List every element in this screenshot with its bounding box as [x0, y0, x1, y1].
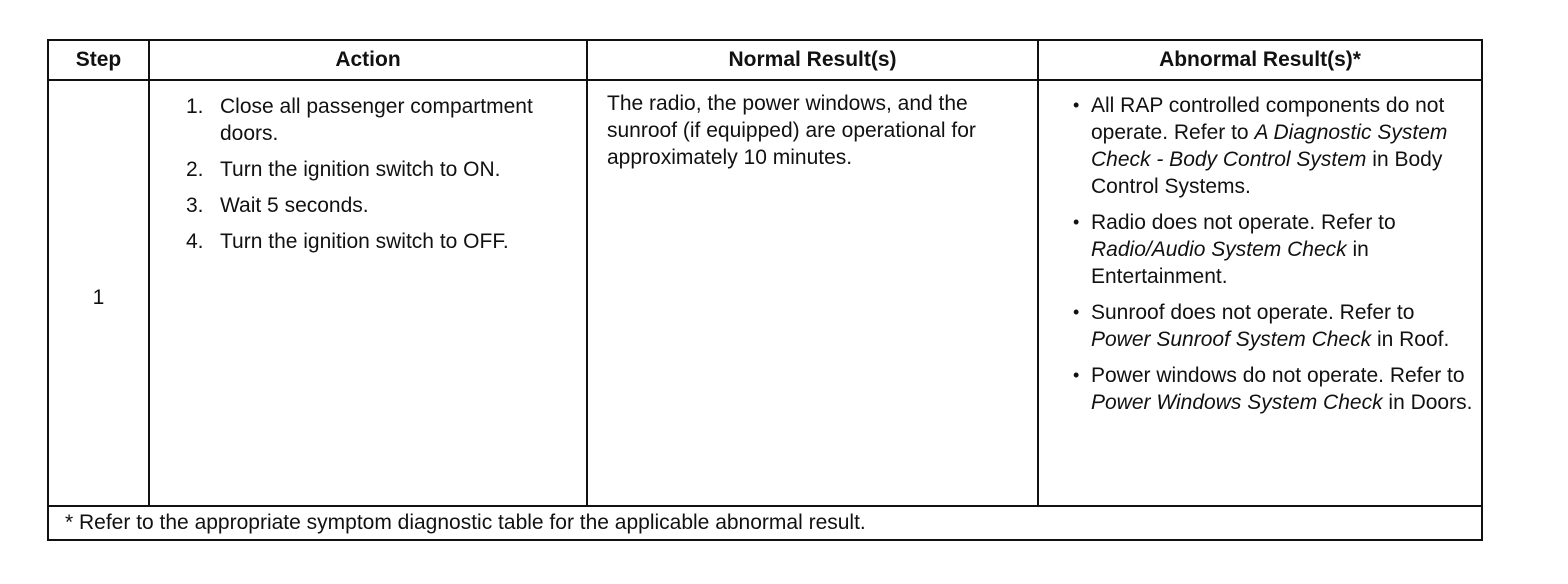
action-text: Wait 5 seconds.	[220, 194, 369, 217]
diagnostic-table	[47, 39, 1483, 541]
bullet-icon: •	[1073, 302, 1080, 322]
bullet-icon: •	[1073, 212, 1080, 232]
action-number: 1.	[186, 95, 204, 118]
action-item	[186, 192, 578, 219]
normal-result-text: The radio, the power windows, and the sunroof (if equipped) are operational for approximately 10 minutes.	[607, 92, 976, 169]
header-abnormal-results: Abnormal Result(s)*	[1159, 48, 1361, 71]
reference-title: A Diagnostic System Check - Body Control System	[1091, 121, 1448, 171]
header-action: Action	[150, 41, 588, 79]
action-cell	[150, 81, 588, 505]
abnormal-text-lead: All RAP controlled components do not operate. Refer to	[1091, 94, 1445, 144]
bullet-icon: •	[1073, 95, 1080, 115]
abnormal-text-tail: in Doors.	[1382, 391, 1473, 414]
abnormal-result-list	[1073, 92, 1473, 425]
table-footnote-row	[49, 507, 1481, 538]
abnormal-text-tail: in Entertainment.	[1091, 238, 1369, 288]
action-text: Close all passenger compartment doors.	[220, 95, 533, 145]
action-item	[186, 156, 578, 183]
header-normal-results: Normal Result(s)	[588, 41, 1039, 79]
action-number: 3.	[186, 194, 204, 217]
step-number: 1	[92, 286, 105, 309]
action-item	[186, 93, 578, 147]
header-step: Step	[49, 41, 150, 79]
abnormal-text-lead: Power windows do not operate. Refer to	[1091, 364, 1465, 387]
abnormal-text-tail: in Body Control Systems.	[1091, 148, 1443, 198]
abnormal-result-text	[1091, 209, 1473, 290]
abnormal-result-item	[1073, 92, 1473, 200]
action-item	[186, 228, 578, 255]
abnormal-text-tail: in Roof.	[1371, 328, 1450, 351]
abnormal-text-lead: Radio does not operate. Refer to	[1091, 211, 1396, 234]
footnote: * Refer to the appropriate symptom diagnostic table for the applicable abnormal result.	[65, 510, 866, 534]
normal-result-cell	[588, 81, 1039, 505]
action-number: 4.	[186, 230, 204, 253]
table-row	[49, 81, 1481, 507]
abnormal-text-lead: Sunroof does not operate. Refer to	[1091, 301, 1415, 324]
abnormal-result-item	[1073, 209, 1473, 290]
abnormal-result-item	[1073, 299, 1473, 353]
abnormal-result-text	[1091, 299, 1473, 353]
step-cell	[49, 81, 150, 505]
action-list	[186, 93, 578, 264]
abnormal-result-cell	[1039, 81, 1481, 505]
action-number: 2.	[186, 158, 204, 181]
action-text: Turn the ignition switch to ON.	[220, 158, 501, 181]
abnormal-result-text	[1091, 362, 1473, 416]
abnormal-result-text	[1091, 92, 1473, 200]
action-text: Turn the ignition switch to OFF.	[220, 230, 509, 253]
reference-title: Radio/Audio System Check	[1091, 238, 1347, 261]
table-header-row	[49, 41, 1481, 81]
reference-title: Power Windows System Check	[1091, 391, 1383, 414]
abnormal-result-item	[1073, 362, 1473, 416]
reference-title: Power Sunroof System Check	[1091, 328, 1372, 351]
bullet-icon: •	[1073, 365, 1080, 385]
